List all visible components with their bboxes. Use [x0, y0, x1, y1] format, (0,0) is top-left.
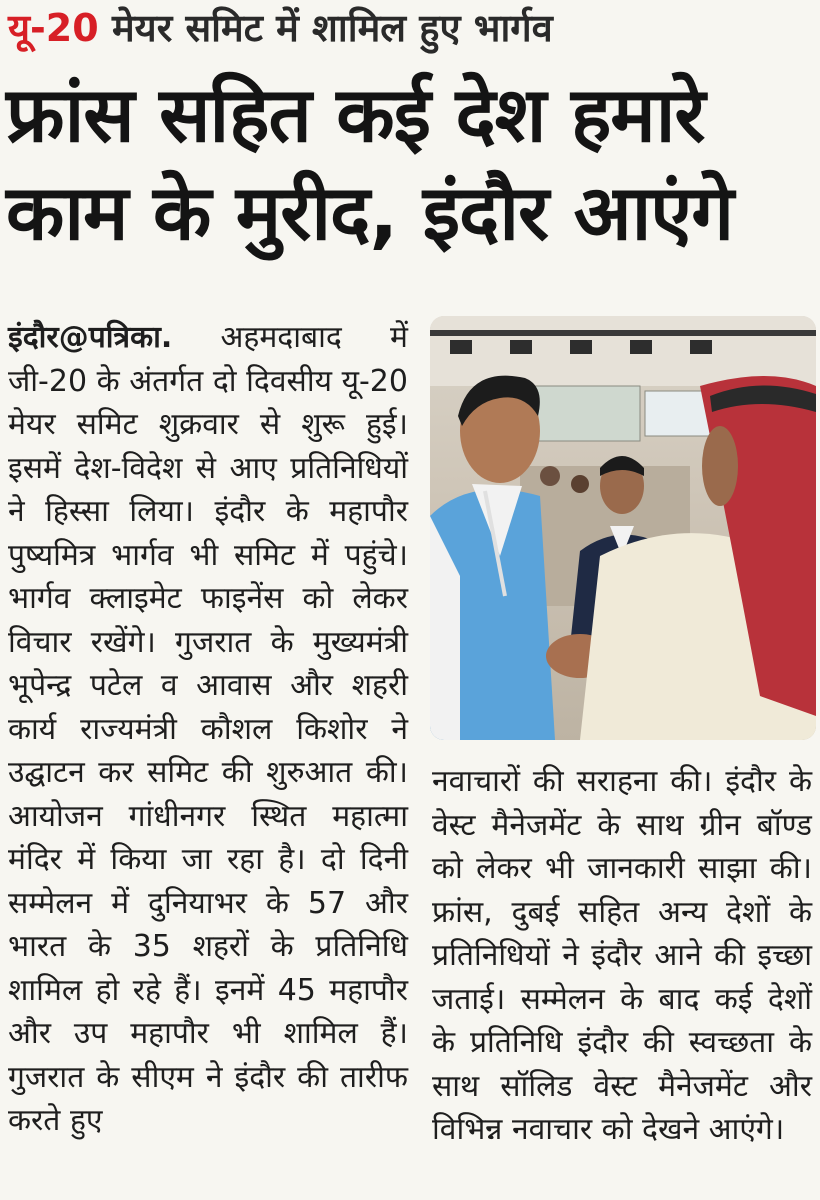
- hall-ceiling: [430, 316, 816, 386]
- headline-line-1: फ्रांस सहित कई देश हमारे: [6, 70, 705, 159]
- kicker-text: मेयर समिट में शामिल हुए भार्गव: [111, 6, 553, 50]
- ceiling-light: [570, 340, 592, 354]
- kicker-highlight: यू-20: [8, 6, 99, 50]
- headline-line-2: काम के मुरीद, इंदौर आएंगे: [6, 168, 734, 257]
- ceiling-light: [450, 340, 472, 354]
- kicker-line: [8, 2, 812, 54]
- photo-illustration: [430, 316, 816, 740]
- screen-left: [530, 386, 640, 441]
- article-column-left: [8, 316, 408, 1143]
- ceiling-light: [690, 340, 712, 354]
- crowd-head: [540, 466, 560, 486]
- news-photo-handshake: [430, 316, 816, 740]
- headline: [6, 66, 814, 262]
- right-man-face: [702, 426, 738, 506]
- dateline: इंदौर@पत्रिका.: [8, 320, 173, 355]
- article-body-right: नवाचारों की सराहना की। इंदौर के वेस्ट मैनेजमेंट के साथ ग्रीन बॉण्ड को लेकर भी जानकारी साझा की। फ्रांस, दुबई सहित अन्य देशों के प्रतिनिधियों ने इंदौर आने की इच्छा जताई। सम्मेलन के बाद कई देशों के प्रतिनिधि इंदौर की स्वच्छता के साथ सॉलिड वेस्ट मैनेजमेंट और विभिन्न नवाचार को देखने आएंगे।: [432, 764, 812, 1147]
- article-column-right: [432, 760, 812, 1152]
- crowd-head: [571, 475, 589, 493]
- ceiling-light: [630, 340, 652, 354]
- ceiling-light: [510, 340, 532, 354]
- article-body-left: अहमदाबाद में जी-20 के अंतर्गत दो दिवसीय यू-20 मेयर समिट शुक्रवार से शुरू हुई। इसमें देश-विदेश से आए प्रतिनिधियों ने हिस्सा लिया। इंदौर के महापौर पुष्यमित्र भार्गव भी समिट में पहुंचे। भार्गव क्लाइमेट फाइनेंस को लेकर विचार रखेंगे। गुजरात के मुख्यमंत्री भूपेन्द्र पटेल व आवास और शहरी कार्य राज्यमंत्री कौशल किशोर ने उद्घाटन कर समिट की शुरुआत की। आयोजन गांधीनगर स्थित महात्मा मंदिर में किया जा रहा है। दो दिनी सम्मेलन में दुनियाभर के 57 और भारत के 35 शहरों के प्रतिनिधि शामिल हो रहे हैं। इनमें 45 महापौर और उप महापौर भी शामिल हैं। गुजरात के सीएम ने इंदौर की तारीफ करते हुए: [8, 320, 408, 1138]
- ceiling-beam: [430, 330, 816, 336]
